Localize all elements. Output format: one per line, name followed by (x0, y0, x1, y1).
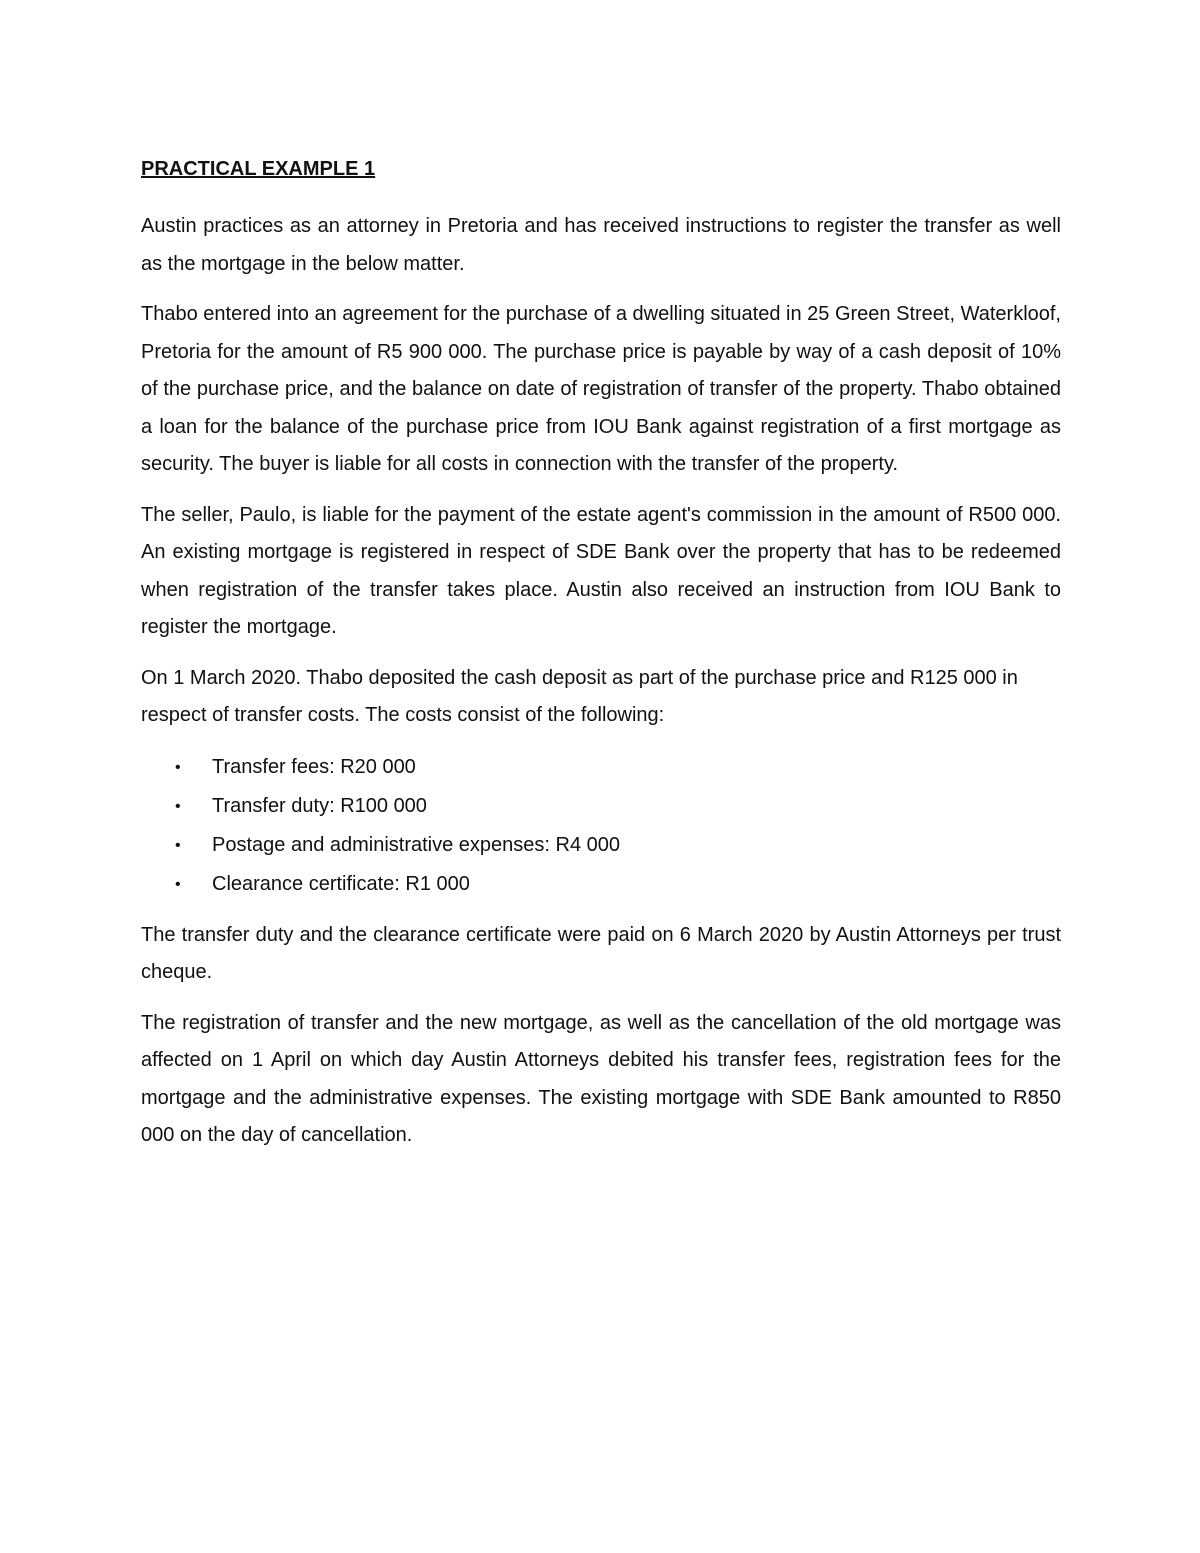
bullet-icon: • (175, 875, 181, 893)
cost-list (141, 748, 1061, 904)
list-item (141, 748, 1061, 787)
list-item (141, 787, 1061, 826)
document-page (141, 150, 1061, 1168)
bullet-icon: • (175, 758, 181, 776)
paragraph-deposit: On 1 March 2020. Thabo deposited the cash deposit as part of the purchase price and R125 000 in respect of transfer costs. The costs consist of the following: (141, 666, 1018, 726)
bullet-icon: • (175, 836, 181, 854)
cost-item-clearance-certificate: Clearance certificate: R1 000 (212, 872, 470, 895)
paragraph-registration: The registration of transfer and the new mortgage, as well as the cancellation of the old mortgage was affected on 1 April on which day Austin Attorneys debited his transfer fees, registration fees for the mortgage and the administrative expenses. The existing mortgage with SDE Bank amounted to R850 000 on the day of cancellation. (141, 1011, 1061, 1146)
cost-item-transfer-duty: Transfer duty: R100 000 (212, 794, 427, 817)
bullet-icon: • (175, 797, 181, 815)
paragraph-trust-cheque: The transfer duty and the clearance certificate were paid on 6 March 2020 by Austin Attorneys per trust cheque. (141, 923, 1061, 983)
paragraph-purchase-agreement: Thabo entered into an agreement for the purchase of a dwelling situated in 25 Green Street, Waterkloof, Pretoria for the amount of R5 900 000. The purchase price is payable by way of a cash deposit of 10% of the purchase price, and the balance on date of registration of transfer of the property. Thabo obtained a loan for the balance of the purchase price from IOU Bank against registration of a first mortgage as security. The buyer is liable for all costs in connection with the transfer of the property. (141, 303, 1061, 475)
paragraph-instructions: Austin practices as an attorney in Pretoria and has received instructions to register the transfer as well as the mortgage in the below matter. (141, 215, 1061, 275)
list-item (141, 865, 1061, 904)
cost-item-postage-admin: Postage and administrative expenses: R4 000 (212, 833, 621, 856)
document-title: PRACTICAL EXAMPLE 1 (141, 158, 376, 180)
list-item (141, 826, 1061, 865)
cost-item-transfer-fees: Transfer fees: R20 000 (212, 755, 416, 778)
paragraph-seller-commission: The seller, Paulo, is liable for the payment of the estate agent's commission in the amount of R500 000. An existing mortgage is registered in respect of SDE Bank over the property that has to be redeemed when registration of the transfer takes place. Austin also received an instruction from IOU Bank to register the mortgage. (141, 503, 1061, 638)
